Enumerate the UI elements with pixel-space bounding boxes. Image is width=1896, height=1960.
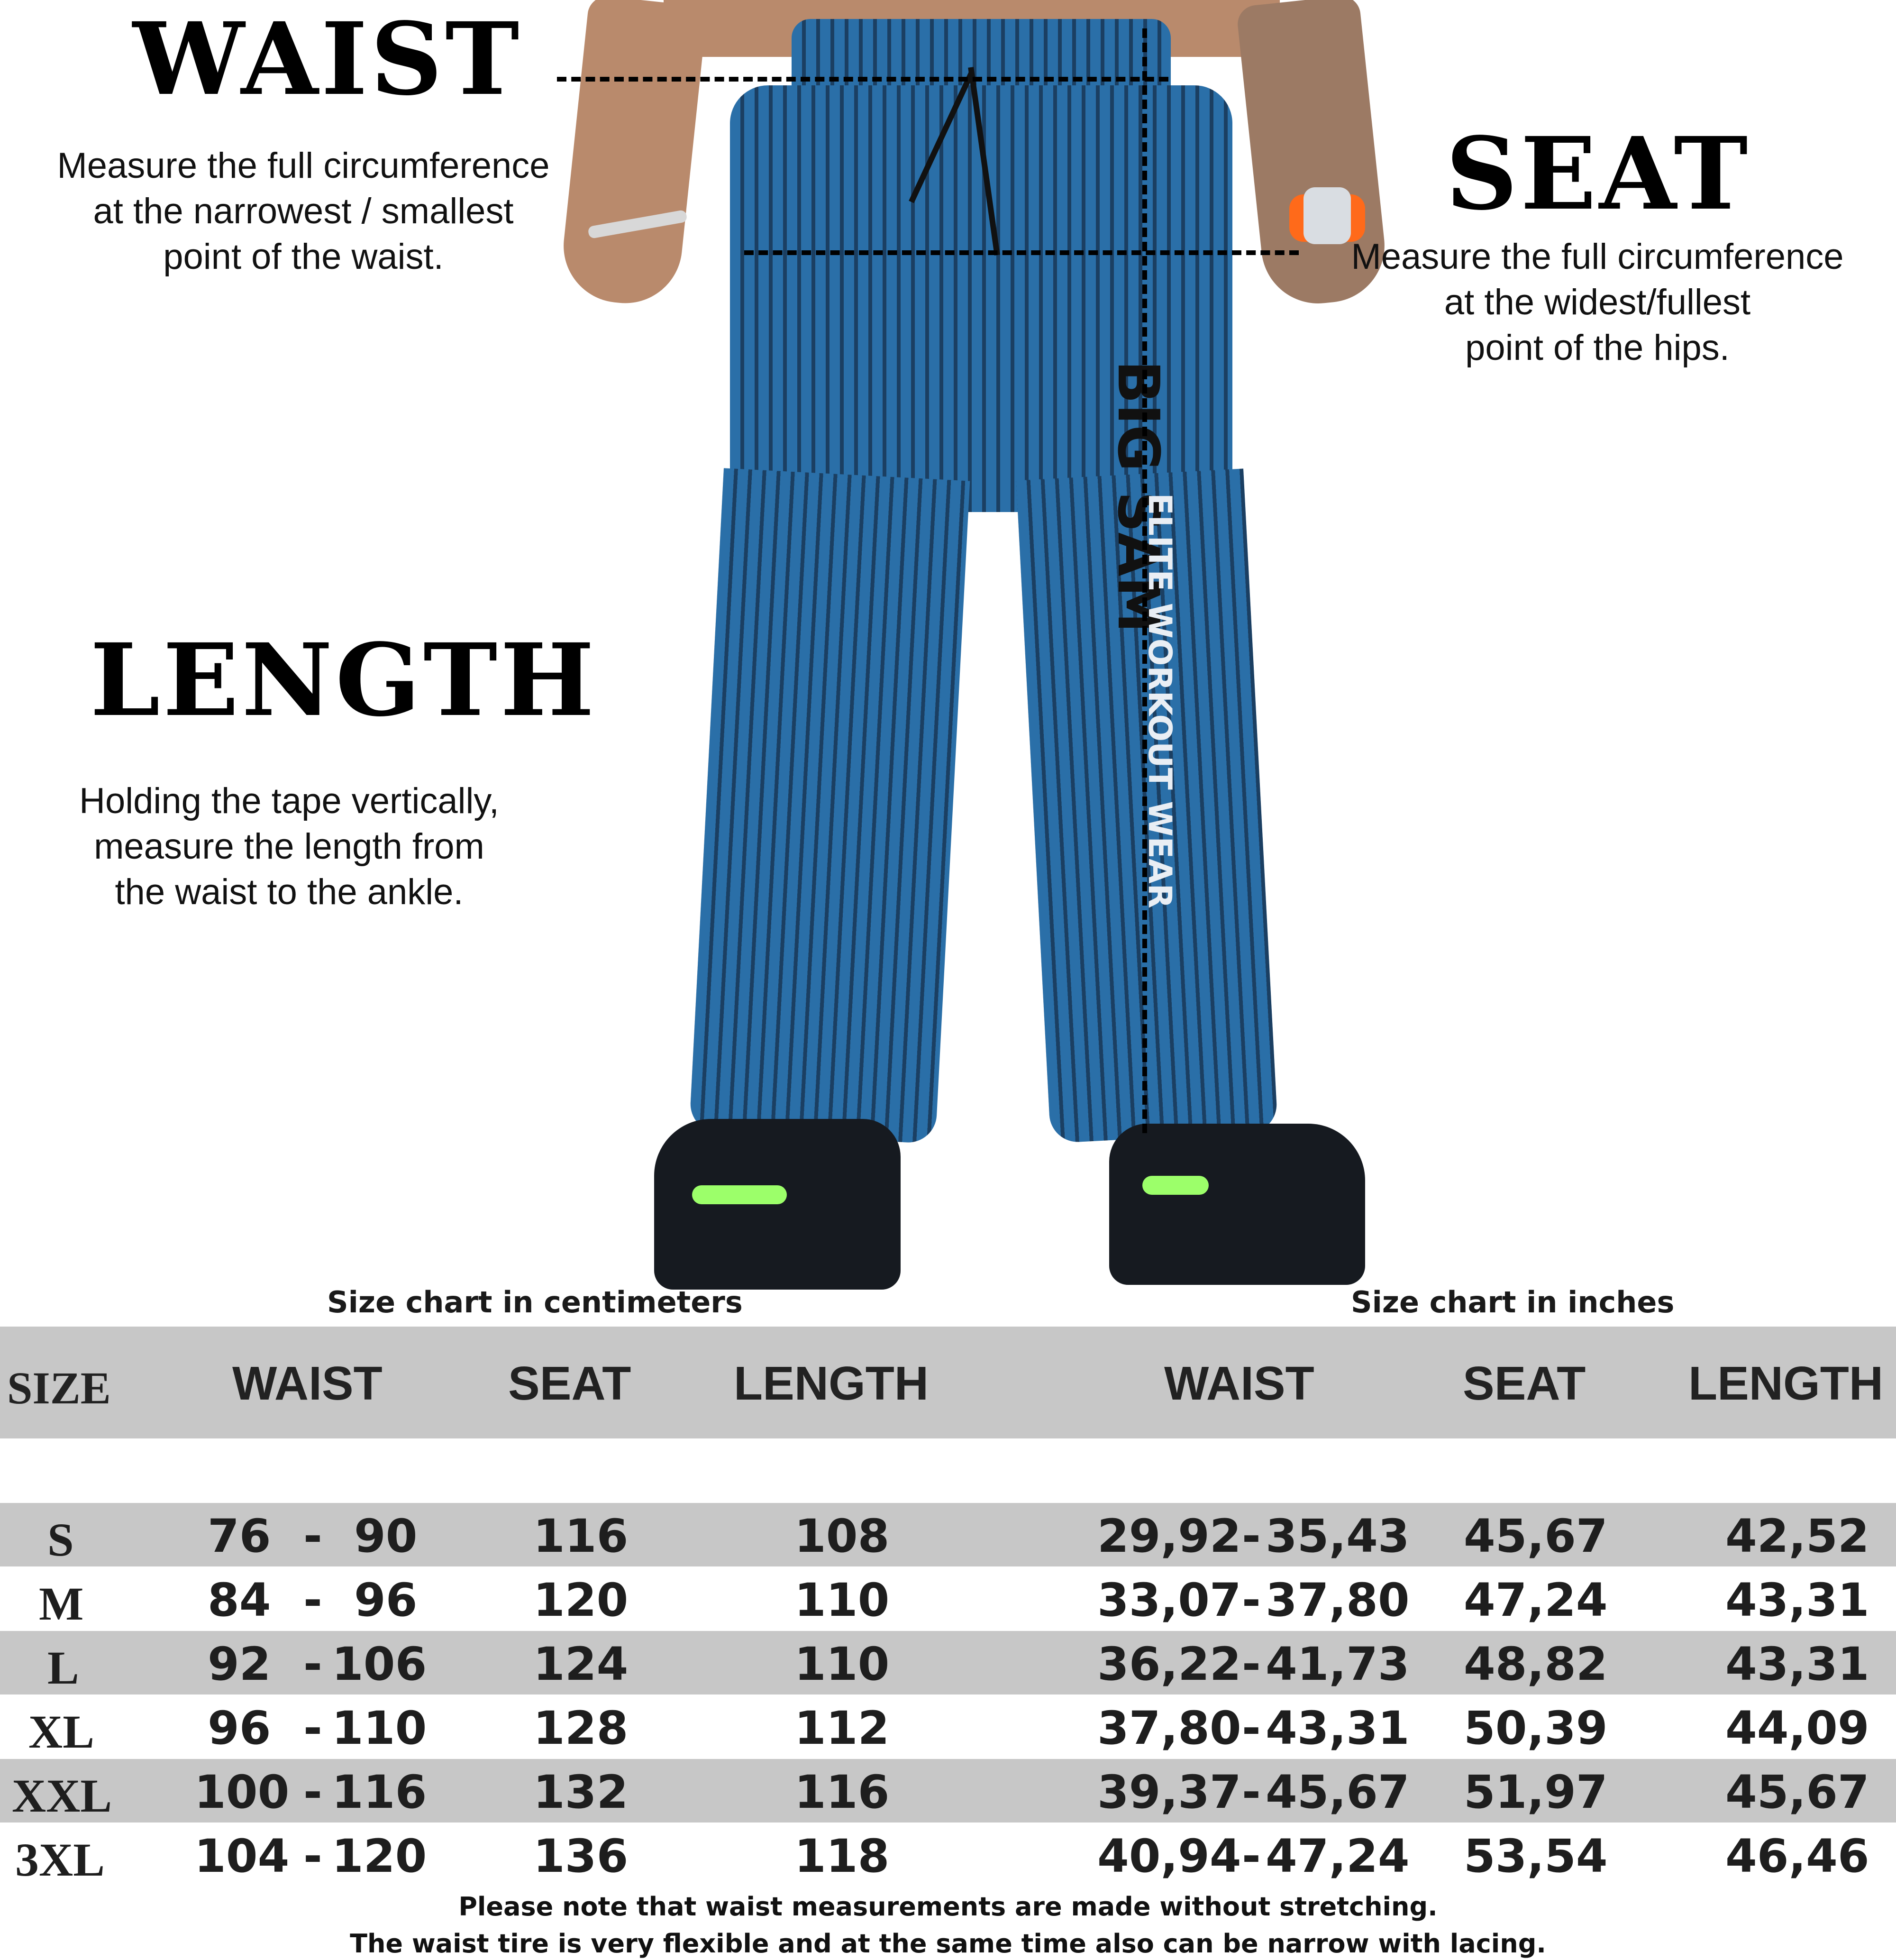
- table-row: [0, 1702, 1896, 1758]
- cell-length-in: 43,31: [1725, 1574, 1869, 1627]
- waist-description: [9, 143, 597, 280]
- waist-description-line: point of the waist.: [163, 237, 444, 277]
- length-description-line: Holding the tape vertically,: [79, 781, 499, 821]
- cell-waist-cm-min: 96: [208, 1702, 271, 1755]
- cell-waist-cm-dash: -: [303, 1702, 322, 1755]
- cell-length-cm: 118: [794, 1830, 890, 1883]
- waist-description-line: Measure the full circumference: [57, 146, 550, 186]
- table-row: [0, 1510, 1896, 1566]
- cell-waist-cm-max: 120: [332, 1830, 427, 1883]
- seat-description: [1308, 234, 1887, 371]
- table-row: [0, 1830, 1896, 1886]
- waist-measure-line: [557, 77, 1168, 82]
- left-shoe-accent: [692, 1185, 787, 1204]
- cell-waist-in-max: 41,73: [1266, 1638, 1410, 1691]
- cell-waist-in-min: 37,80: [1097, 1702, 1241, 1755]
- cell-waist-in-dash: -: [1242, 1702, 1261, 1755]
- cell-length-cm: 116: [794, 1766, 890, 1819]
- cell-length-cm: 110: [794, 1574, 890, 1627]
- cell-length-in: 45,67: [1725, 1766, 1869, 1819]
- header-waist-cm: WAIST: [232, 1357, 383, 1410]
- cell-waist-in-max: 35,43: [1266, 1510, 1410, 1563]
- cell-seat-cm: 136: [533, 1830, 629, 1883]
- cell-seat-in: 48,82: [1464, 1638, 1608, 1691]
- cell-seat-in: 45,67: [1464, 1510, 1608, 1563]
- cell-waist-cm-min: 104: [194, 1830, 290, 1883]
- cell-waist-cm-dash: -: [303, 1766, 322, 1819]
- cell-seat-in: 51,97: [1464, 1766, 1608, 1819]
- length-description: [19, 779, 559, 915]
- header-seat-cm: SEAT: [508, 1357, 631, 1410]
- cell-waist-cm-dash: -: [303, 1638, 322, 1691]
- table-row: [0, 1638, 1896, 1694]
- seat-description-line: at the widest/fullest: [1444, 282, 1751, 322]
- cell-length-cm: 108: [794, 1510, 890, 1563]
- cell-size: M: [39, 1577, 84, 1630]
- cell-waist-in-dash: -: [1242, 1766, 1261, 1819]
- cell-waist-cm-max: 106: [332, 1638, 427, 1691]
- cell-length-in: 44,09: [1725, 1702, 1869, 1755]
- cell-waist-cm-dash: -: [303, 1830, 322, 1883]
- caption-inches: Size chart in inches: [1351, 1285, 1675, 1319]
- cell-size: XXL: [12, 1769, 112, 1822]
- cell-waist-cm-max: 90: [354, 1510, 418, 1563]
- cell-waist-cm-dash: -: [303, 1574, 322, 1627]
- footnote-waist-stretch: Please note that waist measurements are made without stretching.: [458, 1892, 1438, 1922]
- cell-size: L: [47, 1641, 79, 1694]
- cell-waist-in-dash: -: [1242, 1638, 1261, 1691]
- cell-waist-in-max: 47,24: [1266, 1830, 1410, 1883]
- cell-waist-cm-max: 116: [332, 1766, 427, 1819]
- cell-waist-cm-max: 96: [354, 1574, 418, 1627]
- cell-waist-in-max: 45,67: [1266, 1766, 1410, 1819]
- cell-length-in: 46,46: [1725, 1830, 1869, 1883]
- cell-waist-in-max: 37,80: [1266, 1574, 1410, 1627]
- length-description-line: the waist to the ankle.: [115, 872, 464, 912]
- cell-seat-in: 50,39: [1464, 1702, 1608, 1755]
- cell-waist-cm-min: 76: [208, 1510, 271, 1563]
- waistband: [792, 19, 1171, 95]
- cell-length-cm: 110: [794, 1638, 890, 1691]
- cell-size: 3XL: [15, 1833, 105, 1886]
- cell-size: XL: [28, 1705, 94, 1758]
- header-size: SIZE: [7, 1363, 111, 1413]
- cell-waist-cm-dash: -: [303, 1510, 322, 1563]
- cell-seat-cm: 116: [533, 1510, 629, 1563]
- cell-size: S: [47, 1513, 74, 1566]
- header-waist-in: WAIST: [1164, 1357, 1314, 1410]
- header-length-in: LENGTH: [1688, 1357, 1884, 1410]
- caption-centimeters: Size chart in centimeters: [327, 1285, 743, 1319]
- seat-measure-line: [744, 250, 1299, 255]
- pants-left-leg: [689, 468, 970, 1144]
- cell-waist-in-min: 29,92: [1097, 1510, 1241, 1563]
- header-length-cm: LENGTH: [734, 1357, 929, 1410]
- length-measure-line: [1142, 28, 1147, 1133]
- cell-waist-in-min: 33,07: [1097, 1574, 1241, 1627]
- cell-seat-cm: 128: [533, 1702, 629, 1755]
- length-heading: LENGTH: [90, 622, 597, 739]
- right-shoe: [1109, 1124, 1365, 1285]
- header-seat-in: SEAT: [1463, 1357, 1586, 1410]
- cell-seat-cm: 132: [533, 1766, 629, 1819]
- table-row: [0, 1574, 1896, 1630]
- cell-length-cm: 112: [794, 1702, 890, 1755]
- cell-waist-cm-max: 110: [332, 1702, 427, 1755]
- waist-heading: WAIST: [133, 0, 522, 118]
- cell-waist-in-min: 36,22: [1097, 1638, 1241, 1691]
- cell-seat-cm: 120: [533, 1574, 629, 1627]
- table-row: [0, 1766, 1896, 1822]
- cell-seat-in: 53,54: [1464, 1830, 1608, 1883]
- cell-waist-cm-min: 92: [208, 1638, 271, 1691]
- cell-waist-in-min: 40,94: [1097, 1830, 1241, 1883]
- seat-heading: SEAT: [1446, 115, 1751, 232]
- cell-length-in: 42,52: [1725, 1510, 1869, 1563]
- cell-length-in: 43,31: [1725, 1638, 1869, 1691]
- side-print-brand: BIG SAM: [1105, 360, 1171, 633]
- side-print-tagline: [1143, 493, 1176, 498]
- cell-waist-cm-min: 100: [194, 1766, 290, 1819]
- cell-waist-in-dash: -: [1242, 1574, 1261, 1627]
- footnote-waist-lacing: The waist tire is very flexible and at the same time also can be narrow with lacing.: [350, 1929, 1546, 1959]
- cell-waist-cm-min: 84: [208, 1574, 271, 1627]
- cell-waist-in-dash: -: [1242, 1510, 1261, 1563]
- cell-waist-in-dash: -: [1242, 1830, 1261, 1883]
- left-shoe: [654, 1119, 901, 1290]
- right-shoe-accent: [1142, 1176, 1209, 1195]
- waist-description-line: at the narrowest / smallest: [93, 191, 514, 231]
- cell-waist-in-min: 39,37: [1097, 1766, 1241, 1819]
- length-description-line: measure the length from: [94, 826, 484, 867]
- seat-description-line: point of the hips.: [1465, 328, 1730, 368]
- product-illustration: [545, 0, 1398, 1299]
- side-print-tagline-wrap: [1171, 493, 1176, 498]
- cell-seat-in: 47,24: [1464, 1574, 1608, 1627]
- cell-seat-cm: 124: [533, 1638, 629, 1691]
- seat-description-line: Measure the full circumference: [1351, 237, 1844, 277]
- cell-waist-in-max: 43,31: [1266, 1702, 1410, 1755]
